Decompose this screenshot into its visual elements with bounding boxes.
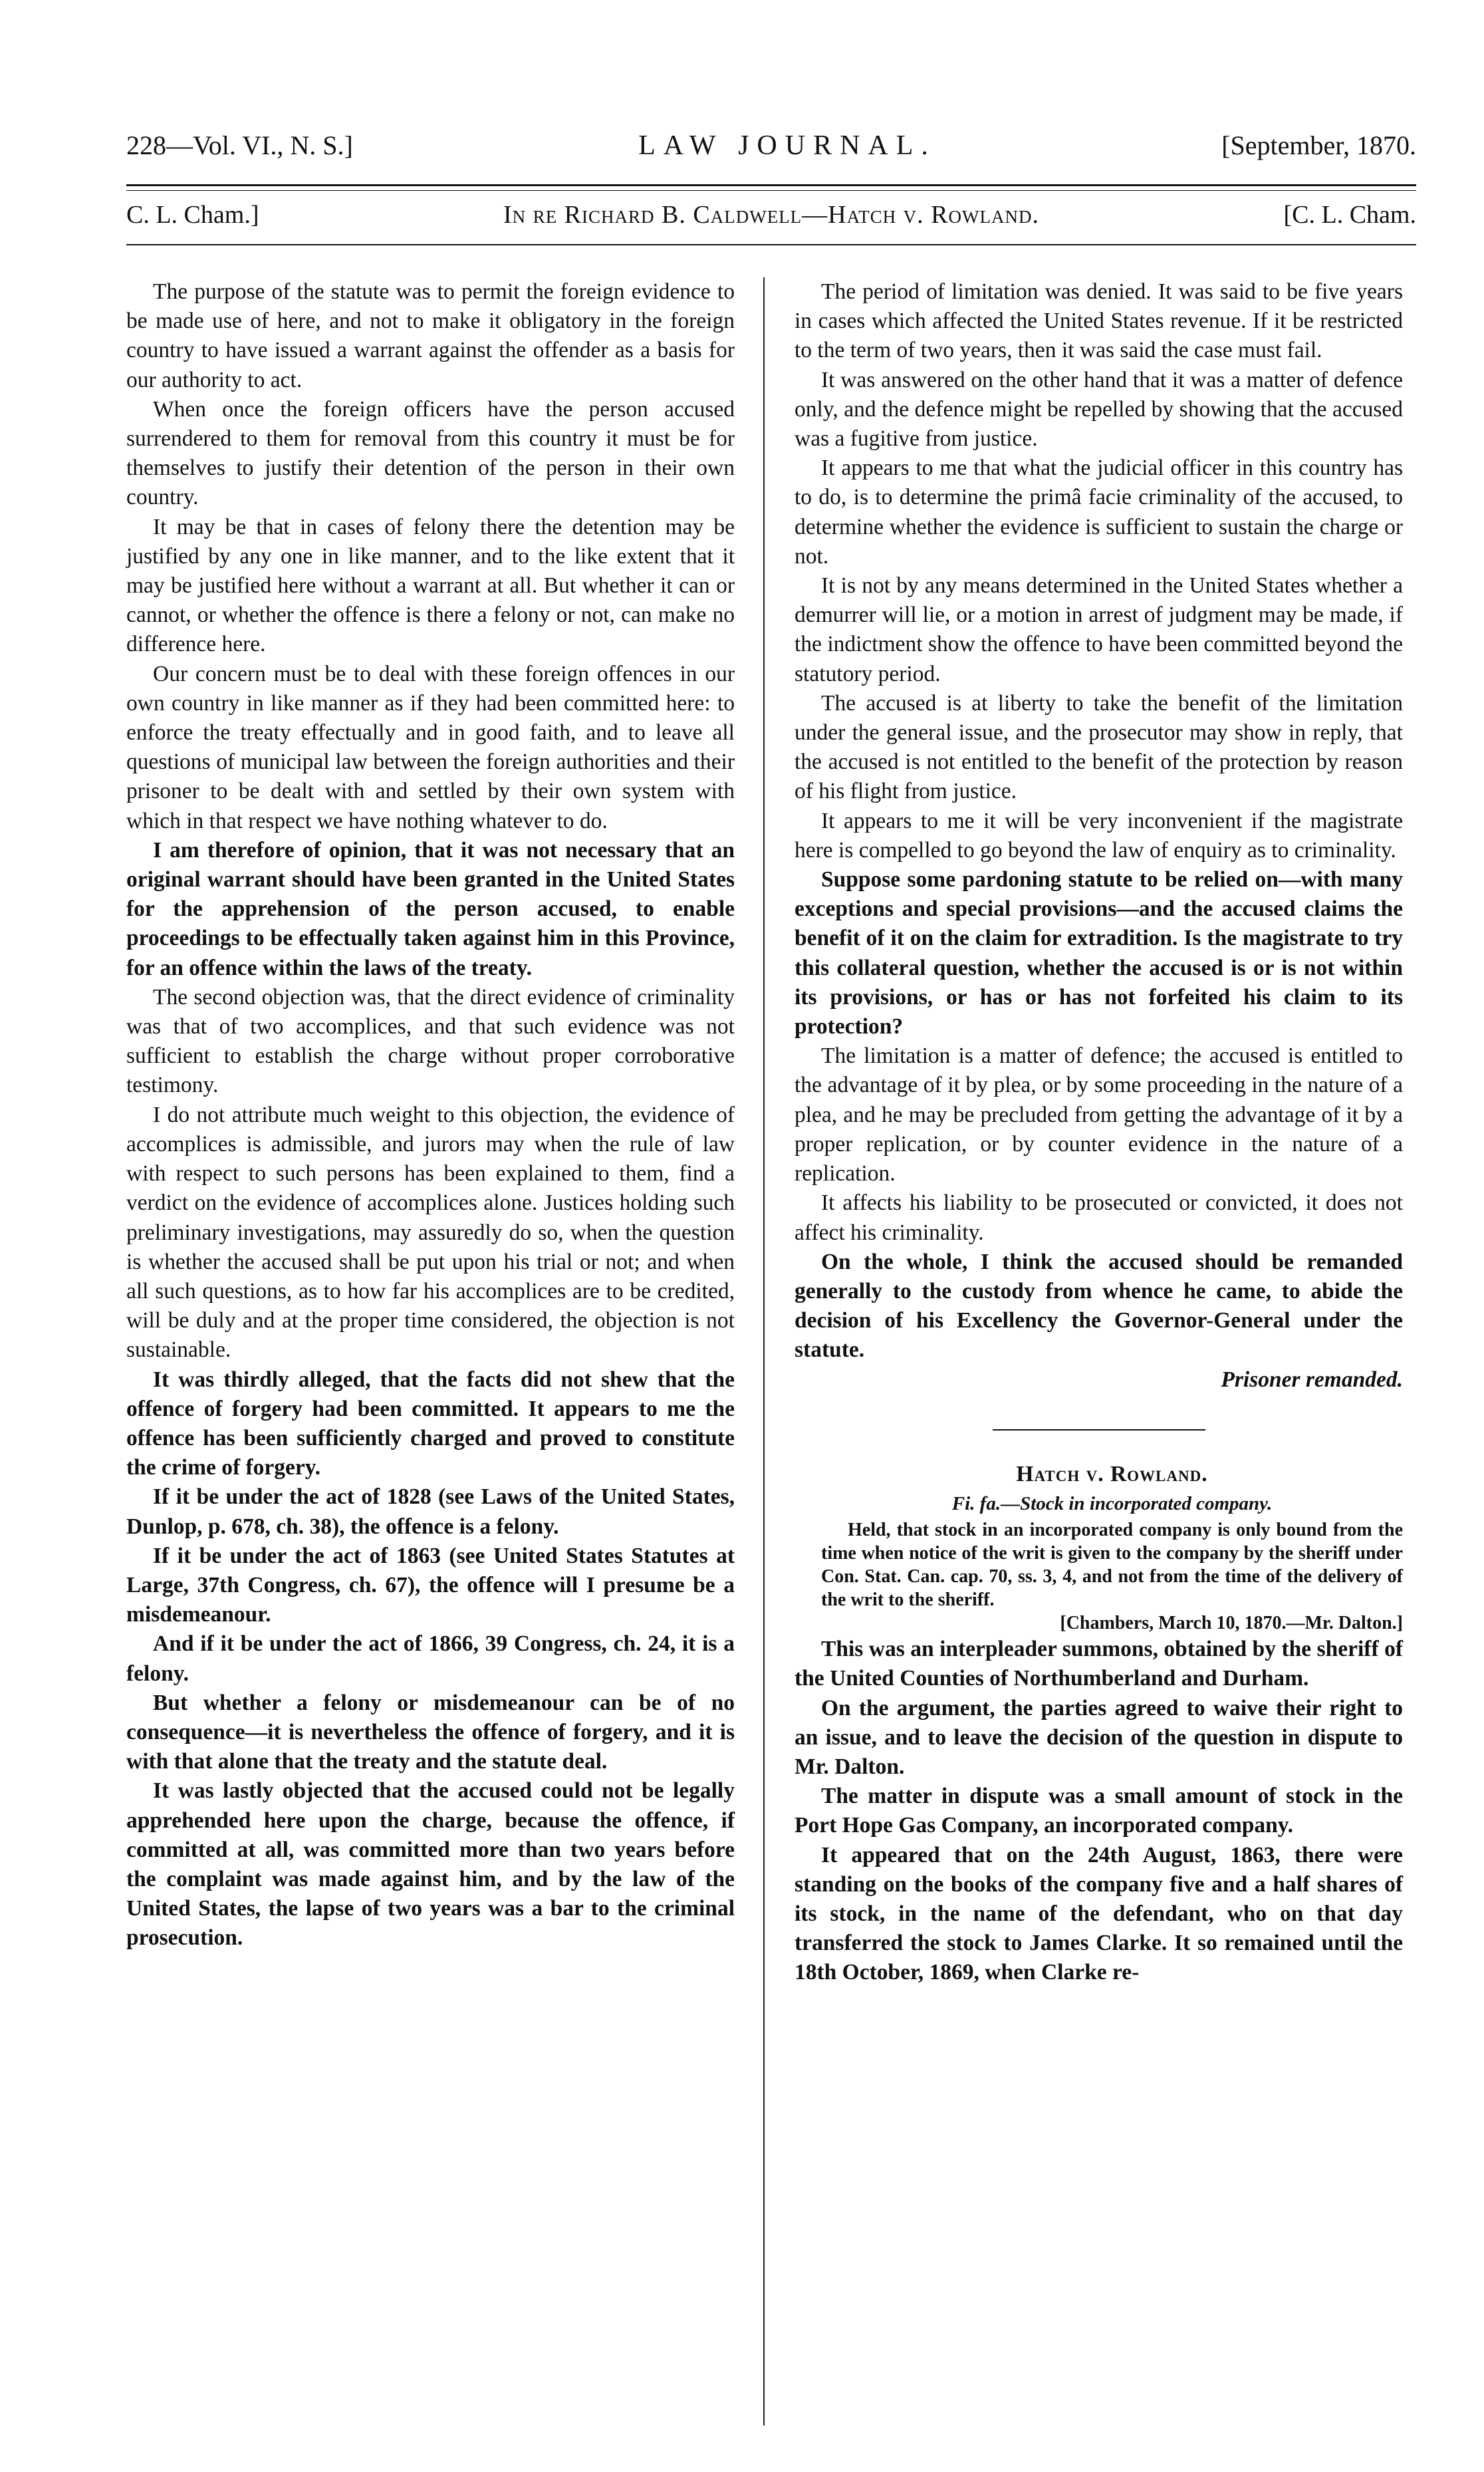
paragraph: When once the foreign officers have the person accused surrendered to them for removal from this country it must be for themselves to justify their detention of the person in their own country. bbox=[126, 396, 735, 510]
case-body bbox=[795, 1635, 1403, 1987]
case-header-left-court: C. L. Cham.] bbox=[126, 201, 259, 229]
paragraph: The accused is at liberty to take the benefit of the limitation under the general issue, and the prosecutor may show in reply, that the accused is not entitled to the benefit of the protection by reason of his flight from justice. bbox=[795, 690, 1403, 804]
paragraph: It was lastly objected that the accused could not be legally apprehended here upon the charge, because the offence, if committed at all, was committed more than two years before the complaint was made against him, and by the law of the United States, the lapse of two years was a bar to the criminal prosecution. bbox=[126, 1778, 735, 1951]
paragraph: It may be that in cases of felony there the detention may be justified by any one in like manner, and to the like extent that it may be justified here without a warrant at all. But whether it can or cannot, or whether the offence is there a felony or not, can make no difference here. bbox=[126, 514, 735, 657]
paragraph: It appeared that on the 24th August, 1863, there were standing on the books of the company five and a half shares of its stock, in the name of the defendant, who on that day transferred the stock to James Clarke. It so remained until the 18th October, 1869, when Clarke re- bbox=[795, 1842, 1403, 1985]
paragraph: Suppose some pardoning statute to be relied on—with many exceptions and special provisions—and the accused claims the benefit of it on the claim for extradition. Is the magistrate to try this collateral question, whether the accused is or is not within its provisions, or has or has not forfeited his claim to its protection? bbox=[795, 867, 1403, 1039]
right-column bbox=[795, 277, 1403, 1988]
paragraph: The second objection was, that the direct evidence of criminality was that of two accomplices, and that such evidence was not sufficient to establish the charge without proper corroborative testimony. bbox=[126, 984, 735, 1098]
running-header bbox=[126, 130, 1416, 170]
paragraph: On the whole, I think the accused should be remanded generally to the custody from whence he came, to abide the decision of his Excellency the Governor-General under the statute. bbox=[795, 1249, 1403, 1363]
paragraph: The purpose of the statute was to permit the foreign evidence to be made use of here, and not to make it obligatory in the foreign country to have issued a warrant against the offender as a basis for our authority to act. bbox=[126, 279, 735, 392]
column-divider bbox=[763, 277, 765, 2425]
paragraph: It was answered on the other hand that it was a matter of defence only, and the defence might be repelled by showing that the accused was a fugitive from justice. bbox=[795, 367, 1403, 452]
headnote: Held, that stock in an incorporated company is only bound from the time when notice of the writ is given to the company by the sheriff under Con. Stat. Can. cap. 70, ss. 3, 4, and not from the time of the delivery of the writ to the sheriff. bbox=[821, 1520, 1403, 1611]
paragraph: On the argument, the parties agreed to waive their right to an issue, and to leave the decision of the question in dispute to Mr. Dalton. bbox=[795, 1695, 1403, 1779]
court-citation: [Chambers, March 10, 1870.—Mr. Dalton.] bbox=[1060, 1613, 1403, 1634]
paragraph: It appears to me it will be very inconvenient if the magistrate here is compelled to go beyond the law of enquiry as to criminality. bbox=[795, 808, 1403, 863]
paragraph: The matter in dispute was a small amount of stock in the Port Hope Gas Company, an incorporated company. bbox=[795, 1784, 1403, 1838]
paragraph: Our concern must be to deal with these foreign offences in our own country in like manner as if they had been committed here: to enforce the treaty effectually and in good faith, and to leave all questions of municipal law between the foreign authorities and their prisoner to be dealt with and settled by their own system with which in that respect we have nothing whatever to do. bbox=[126, 661, 735, 833]
paragraph: It is not by any means determined in the United States whether a demurrer will lie, or a motion in arrest of judgment may be made, if the indictment show the offence to have been committed beyond the statutory period. bbox=[795, 573, 1403, 686]
paragraph: The period of limitation was denied. It was said to be five years in cases which affected the United States revenue. If it be restricted to the term of two years, then it was said the case must fail. bbox=[795, 279, 1403, 363]
header-rule bbox=[126, 184, 1416, 191]
paragraph: I am therefore of opinion, that it was not necessary that an original warrant should have been granted in the United States for the apprehension of the person accused, to enable proceedings to be effectually taken against him in this Province, for an offence within the laws of the treaty. bbox=[126, 837, 735, 980]
paragraph: It was thirdly alleged, that the facts did not shew that the offence of forgery had been committed. It appears to me the offence has been sufficiently charged and proved to constitute the crime of forgery. bbox=[126, 1367, 735, 1480]
paragraph: It appears to me that what the judicial officer in this country has to do, is to determine the primâ facie criminality of the accused, to determine whether the evidence is sufficient to sustain the charge or not. bbox=[795, 456, 1403, 569]
case-header-title: In re Richard B. Caldwell—Hatch v. Rowland. bbox=[503, 201, 1039, 229]
page bbox=[126, 130, 1416, 2472]
left-column bbox=[126, 277, 735, 1953]
paragraph: But whether a felony or misdemeanour can be of no consequence—it is nevertheless the offence of forgery, and it is with that alone that the treaty and the statute deal. bbox=[126, 1690, 735, 1774]
case-title: Hatch v. Rowland. bbox=[1016, 1461, 1208, 1486]
two-column-body bbox=[126, 277, 1416, 2472]
paragraph: If it be under the act of 1828 (see Laws of the United States, Dunlop, p. 678, ch. 38), the offence is a felony. bbox=[126, 1484, 735, 1539]
header-journal-title: LAW JOURNAL. bbox=[638, 130, 936, 161]
paragraph: If it be under the act of 1863 (see United States Statutes at Large, 37th Congress, ch. 67), the offence will I presume be a misdemeanour. bbox=[126, 1543, 735, 1627]
case-header-right-court: [C. L. Cham. bbox=[1283, 201, 1416, 229]
header-date: [September, 1870. bbox=[1221, 130, 1416, 160]
paragraph: This was an interpleader summons, obtained by the sheriff of the United Counties of Northumberland and Durham. bbox=[795, 1637, 1403, 1691]
paragraph: I do not attribute much weight to this objection, the evidence of accomplices is admissible, and jurors may when the rule of law with respect to such persons has been explained to them, find a verdict on the evidence of accomplices alone. Justices holding such preliminary investigations, may assuredly do so, when the question is whether the accused shall be put upon his trial or not; and when all such questions, as to how far his accomplices are to be credited, will be duly and at the proper time considered, the objection is not sustainable. bbox=[126, 1102, 735, 1363]
headnote-heading: Fi. fa.—Stock in incorporated company. bbox=[951, 1492, 1273, 1514]
section-divider bbox=[993, 1429, 1205, 1431]
paragraph: And if it be under the act of 1866, 39 Congress, ch. 24, it is a felony. bbox=[126, 1631, 735, 1686]
header-page-volume: 228—Vol. VI., N. S.] bbox=[126, 130, 353, 160]
decision-signoff: Prisoner remanded. bbox=[1221, 1367, 1403, 1392]
case-header bbox=[126, 200, 1416, 239]
paragraph: It affects his liability to be prosecuted or convicted, it does not affect his criminality. bbox=[795, 1190, 1403, 1245]
subheader-rule bbox=[126, 244, 1416, 245]
paragraph: The limitation is a matter of defence; the accused is entitled to the advantage of it by plea, or by some proceeding in the nature of a plea, and he may be precluded from getting the advantage of it by a proper replication, or by counter evidence in the nature of a replication. bbox=[795, 1043, 1403, 1186]
